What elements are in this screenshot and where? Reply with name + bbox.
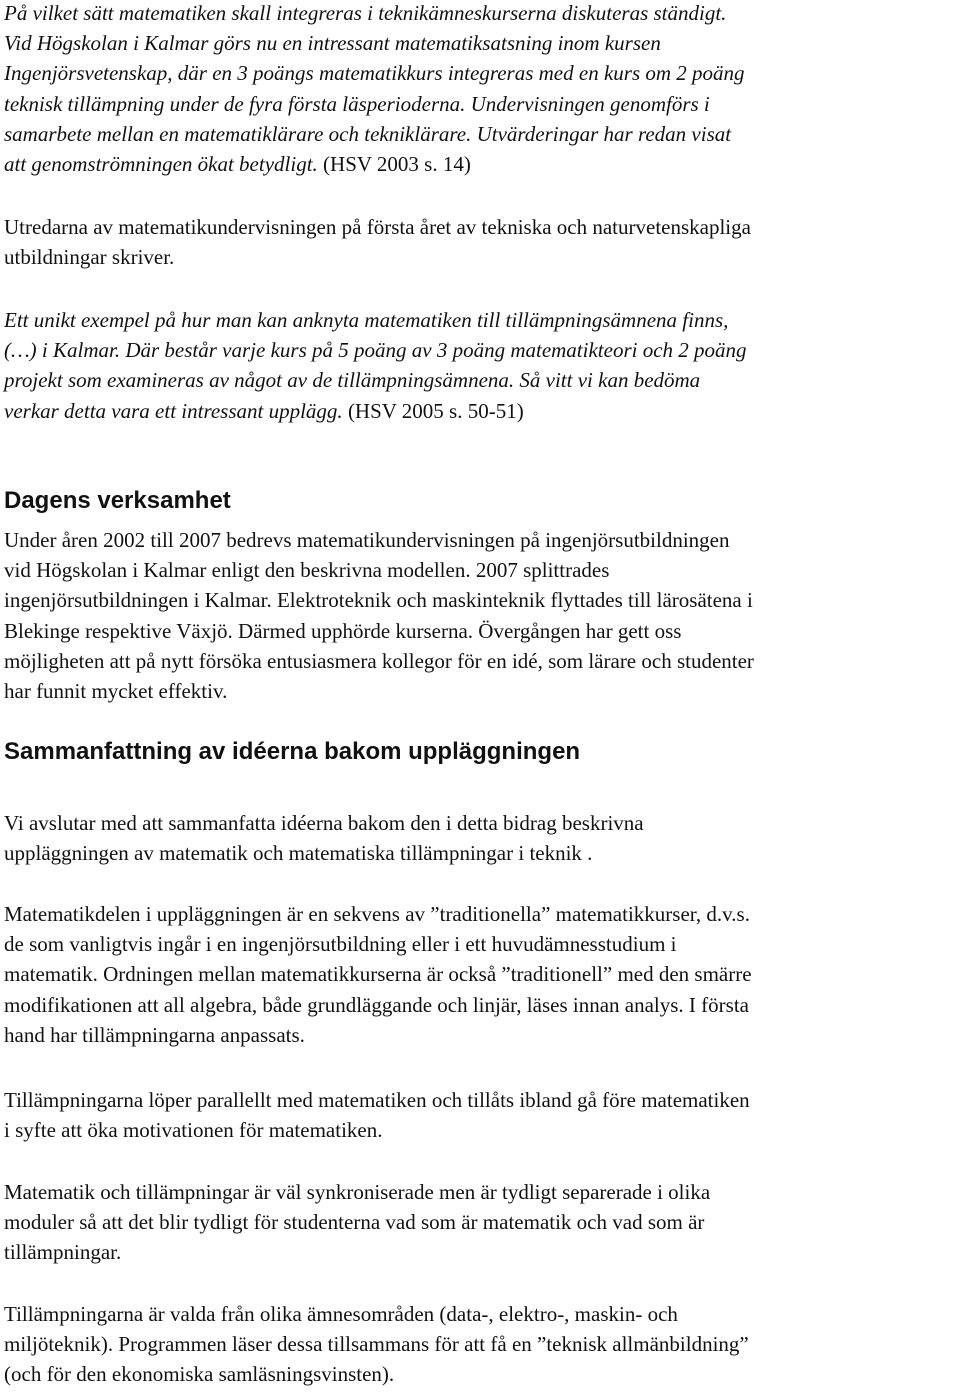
citation: (HSV 2005 s. 50-51) <box>342 398 524 423</box>
text-line: möjligheten att på nytt försöka entusiasmera kollegor för en idé, som lärare och studenter <box>4 648 754 673</box>
text-line: Tillämpningarna är valda från olika ämnesområden (data-, elektro-, maskin- och <box>4 1302 678 1326</box>
quote-text: verkar detta vara ett intressant upplägg. <box>4 398 343 423</box>
text-line: Utredarna av matematikundervisningen på första året av tekniska och naturvetenskapliga <box>4 215 751 239</box>
text-line: Matematikdelen i uppläggningen är en sekvens av ”traditionella” matematikkurser, d.v.s. <box>4 902 750 926</box>
paragraph-valda <box>4 1299 749 1390</box>
text-line: vid Högskolan i Kalmar enligt den beskrivna modellen. 2007 splittrades <box>4 558 610 583</box>
paragraph-utredarna <box>4 212 751 272</box>
quote-line: På vilket sätt matematiken skall integreras i teknikämneskurserna diskuteras ständigt. <box>4 1 727 25</box>
text-line: matematik. Ordningen mellan matematikkurserna är också ”traditionell” med den smärre <box>4 962 752 987</box>
paragraph-vi-avslutar <box>4 808 644 868</box>
text-line: Vi avslutar med att sammanfatta idéerna bakom den i detta bidrag beskrivna <box>4 811 644 835</box>
text-line: de som vanligtvis ingår i en ingenjörsutbildning eller i ett huvudämnesstudium i <box>4 932 677 957</box>
citation: (HSV 2003 s. 14) <box>317 152 471 177</box>
text-line: Blekinge respektive Växjö. Därmed upphörde kurserna. Övergången har gett oss <box>4 618 682 643</box>
text-line: tillämpningar. <box>4 1240 122 1265</box>
text-line: Under åren 2002 till 2007 bedrevs matematikundervisningen på ingenjörsutbildningen <box>4 528 730 552</box>
quote-line: Ett unikt exempel på hur man kan anknyta matematiken till tillämpningsämnena finns, <box>4 308 729 332</box>
paragraph-dagens <box>4 525 754 706</box>
text-line: hand har tillämpningarna anpassats. <box>4 1022 305 1047</box>
paragraph-synkroniserade <box>4 1177 710 1268</box>
text-line: ingenjörsutbildningen i Kalmar. Elektroteknik och maskinteknik flyttades till lärosätena i <box>4 588 753 613</box>
quote-hsv-2003 <box>4 0 745 179</box>
quote-text: att genomströmningen ökat betydligt. <box>4 152 318 177</box>
text-line: Matematik och tillämpningar är väl synkroniserade men är tydligt separerade i olika <box>4 1180 711 1204</box>
text-line: miljöteknik). Programmen läser dessa tillsammans för att få en ”teknisk allmänbildning” <box>4 1332 749 1357</box>
quote-line: samarbete mellan en matematiklärare och tekniklärare. Utvärderingar har redan visat <box>4 121 732 146</box>
text-line: utbildningar skriver. <box>4 245 175 270</box>
quote-line: teknisk tillämpning under de fyra första läsperioderna. Undervisningen genomförs i <box>4 91 710 116</box>
text-line: har funnit mycket effektiv. <box>4 679 228 704</box>
paragraph-matematikdelen <box>4 899 752 1050</box>
section-heading-dagens: Dagens verksamhet <box>4 487 231 514</box>
text-line: Tillämpningarna löper parallellt med matematiken och tillåts ibland gå före matematiken <box>4 1088 750 1112</box>
quote-last-line <box>4 396 747 426</box>
text-line: uppläggningen av matematik och matematiska tillämpningar i teknik . <box>4 841 593 866</box>
quote-hsv-2005 <box>4 305 747 426</box>
section-heading-sammanfattning: Sammanfattning av idéerna bakom uppläggningen <box>4 738 581 765</box>
text-line: (och för den ekonomiska samläsningsvinsten). <box>4 1362 395 1387</box>
quote-line: (…) i Kalmar. Där består varje kurs på 5 poäng av 3 poäng matematikteori och 2 poäng <box>4 338 747 363</box>
quote-line: Ingenjörsvetenskap, där en 3 poängs matematikkurs integreras med en kurs om 2 poäng <box>4 61 745 86</box>
paragraph-tillampningarna-loper <box>4 1085 750 1145</box>
text-line: modifikationen att all algebra, både grundläggande och linjär, läses innan analys. I första <box>4 992 749 1017</box>
text-line: i syfte att öka motivationen för matematiken. <box>4 1118 383 1143</box>
quote-line: Vid Högskolan i Kalmar görs nu en intressant matematiksatsning inom kursen <box>4 31 661 56</box>
quote-last-line <box>4 149 745 179</box>
text-line: moduler så att det blir tydligt för studenterna vad som är matematik och vad som är <box>4 1210 705 1235</box>
quote-line: projekt som examineras av något av de tillämpningsämnena. Så vitt vi kan bedöma <box>4 368 701 393</box>
